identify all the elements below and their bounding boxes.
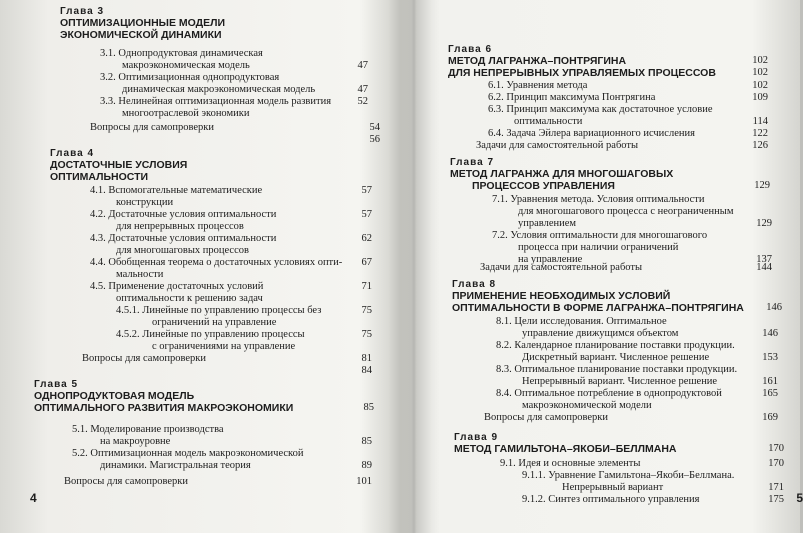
chapter-label: Глава 6 (448, 44, 493, 55)
chapter-5 (34, 379, 374, 414)
toc-entry-cont: Непрерывный вариант. Численное решение 161 (522, 376, 778, 387)
toc-entry[interactable]: Вопросы для самопроверки 169 (484, 412, 778, 423)
toc-entry-cont: для непрерывных процессов (116, 221, 244, 232)
toc-entry[interactable]: 9.1.2. Синтез оптимального управления 175 (522, 494, 784, 505)
chapter-title: МЕТОД ЛАГРАНЖА ДЛЯ МНОГОШАГОВЫХ (450, 168, 674, 180)
chapter-label: Глава 5 (34, 379, 79, 390)
toc-entry-cont: управлением 129 (518, 218, 772, 229)
toc-entry-cont: на управление 137 (518, 254, 772, 265)
page-number: 5 (796, 491, 803, 505)
toc-entry[interactable]: Задачи для самостоятельной работы 144 (480, 262, 772, 273)
chapter-4-items (90, 185, 372, 353)
chapter-5-questions (64, 476, 372, 488)
toc-entry[interactable]: 6.2. Принцип максимума Понтрягина 109 (488, 92, 768, 103)
toc-entry[interactable]: 8.4. Оптимальное потребление в однопродуктовой 165 (496, 388, 778, 399)
chapter-title: ЭКОНОМИЧЕСКОЙ ДИНАМИКИ (60, 29, 222, 41)
toc-entry[interactable]: Вопросы для самопроверки 81 (82, 353, 372, 364)
toc-entry-cont: многоотраслевой экономики (122, 108, 250, 119)
toc-entry[interactable]: 6.1. Уравнения метода 102 (488, 80, 768, 91)
chapter-title[interactable]: ОПТИМАЛЬНОГО РАЗВИТИЯ МАКРОЭКОНОМИКИ 85 (34, 402, 374, 414)
chapter-8 (452, 279, 782, 314)
toc-entry-cont: процесса при наличии ограничений (518, 242, 679, 253)
toc-entry[interactable]: 4.1. Вспомогательные математические 57 (90, 185, 372, 196)
toc-entry[interactable]: 5.1. Моделирование производства (72, 424, 224, 435)
book-gutter (388, 0, 440, 533)
page-number: 4 (30, 491, 37, 505)
chapter-8-items (496, 316, 778, 412)
chapter-3-items (100, 48, 368, 120)
chapter-5-items (72, 424, 372, 472)
chapter-title[interactable]: МЕТОД ГАМИЛЬТОНА–ЯКОБИ–БЕЛЛМАНА 170 (454, 443, 784, 455)
toc-entry-cont: для многошаговых процессов (116, 245, 249, 256)
chapter-6 (448, 44, 768, 79)
chapter-title: ОДНОПРОДУКТОВАЯ МОДЕЛЬ (34, 390, 195, 402)
chapter-4 (50, 148, 370, 183)
chapter-title: ОПТИМИЗАЦИОННЫЕ МОДЕЛИ (60, 17, 226, 29)
chapter-6-tasks (476, 140, 768, 152)
chapter-6-items (488, 80, 768, 140)
chapter-7-items (492, 194, 772, 266)
chapter-4-questions (82, 353, 372, 377)
toc-entry-cont: оптимальности 114 (514, 116, 768, 127)
chapter-8-questions (484, 412, 778, 424)
toc-entry[interactable]: 3.1. Однопродуктовая динамическая (100, 48, 263, 59)
toc-entry[interactable]: 4.5.2. Линейные по управлению процессы 75 (116, 329, 372, 340)
chapter-title[interactable]: ОПТИМАЛЬНОСТИ В ФОРМЕ ЛАГРАНЖА–ПОНТРЯГИНА 146 (452, 302, 782, 314)
toc-entry-cont: ограничений на управление (152, 317, 277, 328)
chapter-title: ОПТИМАЛЬНОСТИ (50, 171, 149, 183)
toc-entry-cont: мальности (116, 269, 164, 280)
toc-entry-cont: с ограничениями на управление (152, 341, 296, 352)
chapter-label: Глава 4 (50, 148, 95, 159)
toc-entry[interactable]: 3.3. Нелинейная оптимизационная модель развития 52 (100, 96, 368, 107)
toc-entry[interactable]: 8.1. Цели исследования. Оптимальное (496, 316, 667, 327)
toc-entry-cont: на макроуровне 85 (100, 436, 372, 447)
toc-entry[interactable]: 9.1. Идея и основные элементы 170 (500, 458, 784, 469)
toc-entry[interactable]: 4.4. Обобщенная теорема о достаточных условиях опти- 67 (90, 257, 372, 268)
toc-entry[interactable]: 9.1.1. Уравнение Гамильтона–Якоби–Беллмана. (522, 470, 735, 481)
toc-entry[interactable]: Вопросы для самопроверки 54 (90, 122, 380, 133)
chapter-label: Глава 9 (454, 432, 499, 443)
toc-entry[interactable]: Вопросы для самопроверки 101 (64, 476, 372, 487)
toc-entry-cont: для многошагового процесса с неограниченным (518, 206, 734, 217)
toc-entry-cont: Непрерывный вариант 171 (562, 482, 784, 493)
chapter-3 (60, 6, 380, 41)
toc-entry[interactable]: 4.5. Применение достаточных условий 71 (90, 281, 372, 292)
toc-entry[interactable]: Задачи для самостоятельной работы 126 (476, 140, 768, 151)
toc-entry[interactable]: 6.3. Принцип максимума как достаточное условие (488, 104, 713, 115)
toc-entry[interactable]: 6.4. Задача Эйлера вариационного исчисления 122 (488, 128, 768, 139)
chapter-label: Глава 8 (452, 279, 497, 290)
toc-entry[interactable]: 8.2. Календарное планирование поставки продукции. (496, 340, 735, 351)
chapter-7 (450, 157, 770, 192)
toc-entry[interactable]: 8.3. Оптимальное планирование поставки продукции. (496, 364, 738, 375)
toc-entry[interactable]: 4.3. Достаточные условия оптимальности 62 (90, 233, 372, 244)
chapter-9-items (500, 458, 784, 506)
toc-entry-cont: динамическая макроэкономическая модель 47 (122, 84, 368, 95)
toc-entry-cont: макроэкономическая модель 47 (122, 60, 368, 71)
chapter-title: ПРИМЕНЕНИЕ НЕОБХОДИМЫХ УСЛОВИЙ (452, 290, 671, 302)
toc-entry-cont: динамики. Магистральная теория 89 (100, 460, 372, 471)
left-page (28, 0, 388, 533)
chapter-title: ДОСТАТОЧНЫЕ УСЛОВИЯ (50, 159, 188, 171)
chapter-title[interactable]: МЕТОД ЛАГРАНЖА–ПОНТРЯГИНА 102 (448, 55, 768, 67)
toc-entry[interactable]: 7.2. Условия оптимальности для многошагового (492, 230, 708, 241)
toc-entry-cont: управление движущимся объектом 146 (522, 328, 778, 339)
chapter-title[interactable]: ДЛЯ НЕПРЕРЫВНЫХ УПРАВЛЯЕМЫХ ПРОЦЕССОВ 102 (448, 67, 768, 79)
toc-entry-cont: макроэкономической модели (522, 400, 652, 411)
toc-entry[interactable]: 3.2. Оптимизационная однопродуктовая (100, 72, 280, 83)
toc-entry-cont: 84 (361, 365, 372, 376)
toc-entry-cont: 56 (369, 134, 380, 145)
right-page (440, 0, 803, 533)
toc-entry-cont: оптимальности к решению задач (116, 293, 263, 304)
chapter-label: Глава 3 (60, 6, 105, 17)
toc-entry[interactable]: 5.2. Оптимизационная модель макроэкономической (72, 448, 304, 459)
toc-entry[interactable]: 7.1. Уравнения метода. Условия оптимальности (492, 194, 705, 205)
toc-entry[interactable]: 4.5.1. Линейные по управлению процессы без 75 (116, 305, 372, 316)
toc-entry-cont: Дискретный вариант. Численное решение 153 (522, 352, 778, 363)
chapter-7-tasks (480, 262, 772, 274)
chapter-label: Глава 7 (450, 157, 495, 168)
chapter-9 (454, 432, 784, 455)
chapter-3-questions (90, 122, 380, 146)
toc-entry-cont: конструкции (116, 197, 174, 208)
toc-entry[interactable]: 4.2. Достаточные условия оптимальности 57 (90, 209, 372, 220)
chapter-title[interactable]: ПРОЦЕССОВ УПРАВЛЕНИЯ 129 (472, 180, 770, 192)
